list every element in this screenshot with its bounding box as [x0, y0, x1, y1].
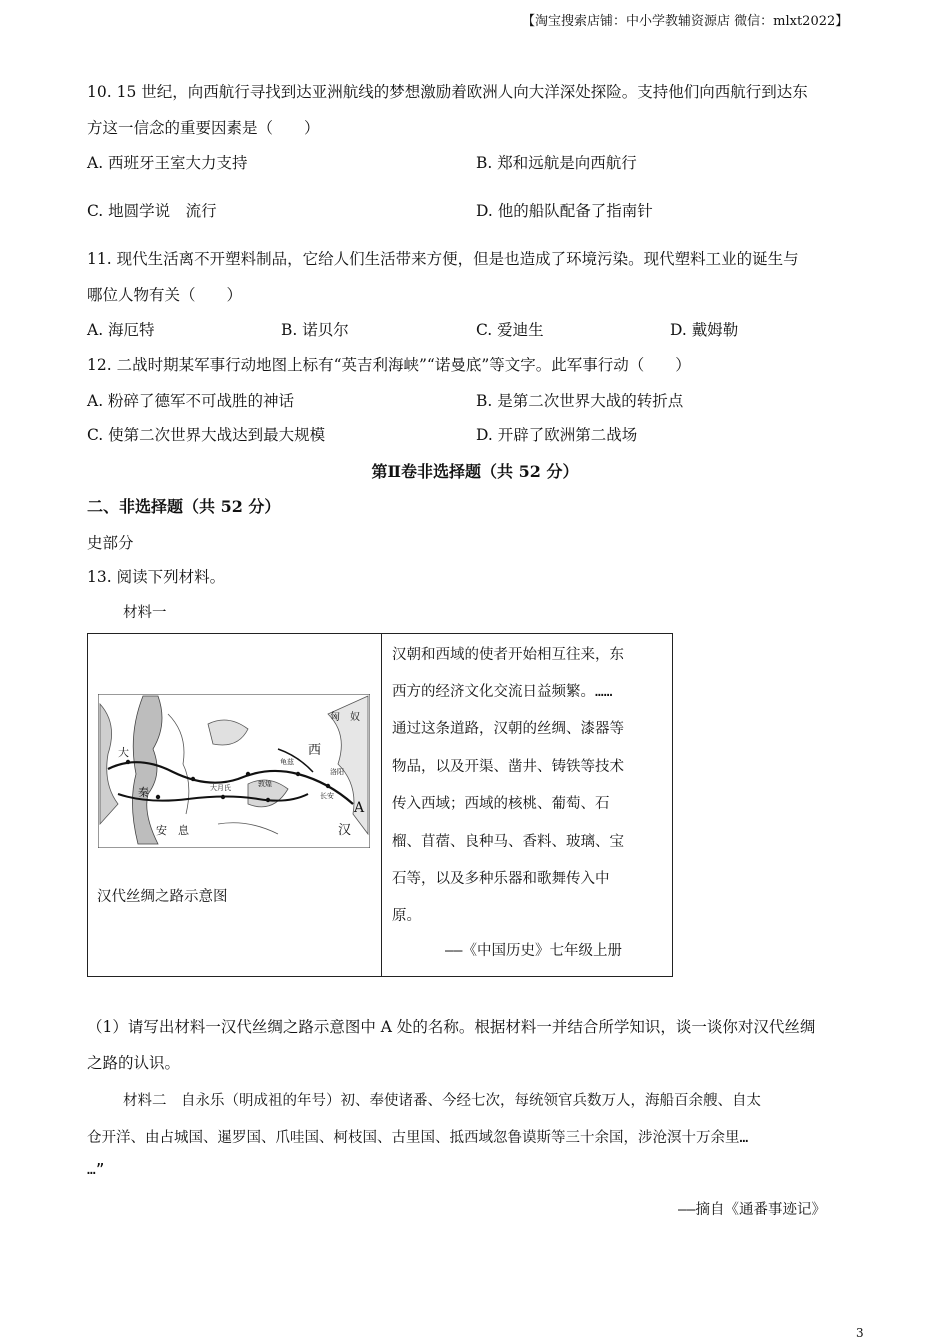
material1-line-6: 榴、苜蓿、良种马、香料、玻璃、宝	[392, 834, 624, 850]
q11-option-b: B. 诺贝尔	[281, 321, 349, 339]
map-label-changan: 长安	[320, 792, 334, 800]
material1-line-7: 石等，以及多种乐器和歌舞传入中	[392, 871, 610, 887]
map-label-qiuci: 龟兹	[280, 758, 294, 766]
material1-line-8: 原。	[392, 908, 421, 924]
map-label-dayuan: 大月氏	[210, 784, 231, 792]
material1-label: 材料一	[123, 605, 167, 621]
section-heading: 二、非选择题（共 52 分）	[87, 497, 281, 516]
section-title: 第Ⅱ卷非选择题（共 52 分）	[371, 462, 579, 481]
material1-source: ——《中国历史》七年级上册	[445, 943, 622, 959]
material1-line-2: 西方的经济文化交流日益频繁。……	[392, 684, 613, 700]
q11-option-a: A. 海厄特	[87, 321, 155, 339]
material2-line1: 材料二 自永乐（明成祖的年号）初、奉使诸番、今经七次，每统领官兵数万人，海船百余艘、自太	[123, 1093, 761, 1109]
material1-line-1: 汉朝和西域的使者开始相互往来，东	[392, 647, 624, 663]
map-label-da: 大	[118, 746, 129, 759]
q13-1-line1: （1）请写出材料一汉代丝绸之路示意图中 A 处的名称。根据材料一并结合所学知识，谈一谈你对汉代丝绸	[87, 1018, 816, 1036]
material1-divider	[381, 633, 382, 977]
map-label-luoyang: 洛阳	[330, 768, 344, 776]
q10-option-b: B. 郑和远航是向西航行	[476, 154, 637, 172]
q13-1-line2: 之路的认识。	[87, 1054, 181, 1072]
silk-road-map	[98, 694, 370, 848]
page-number: 3	[856, 1326, 864, 1340]
map-label-a: A	[354, 800, 365, 816]
map-label-anxi: 安 息	[156, 824, 189, 837]
header-banner: 【淘宝搜索店铺：中小学教辅资源店 微信：mlxt2022】	[522, 14, 849, 29]
q12-stem: 12. 二战时期某军事行动地图上标有“英吉利海峡”“诺曼底”等文字。此军事行动（ ）	[87, 356, 691, 374]
material2-line3: …”	[87, 1162, 105, 1178]
q10-option-c: C. 地圆学说 流行	[87, 202, 217, 220]
material1-line-5: 传入西域；西域的核桃、葡萄、石	[392, 796, 610, 812]
q10-stem-line1: 10. 15 世纪，向西航行寻找到达亚洲航线的梦想激励着欧洲人向大洋深处探险。支持他们向西航行到达东	[87, 83, 808, 101]
material1-line-3: 通过这条道路，汉朝的丝绸、漆器等	[392, 721, 624, 737]
material1-line-4: 物品，以及开渠、凿井、铸铁等技术	[392, 759, 624, 775]
map-label-xiong: 匈	[330, 712, 340, 723]
q13-stem: 13. 阅读下列材料。	[87, 568, 226, 586]
material2-line2: 仓开洋、由占城国、暹罗国、爪哇国、柯枝国、古里国、抵西域忽鲁谟斯等三十余国，涉沧溟十万余里…	[87, 1130, 749, 1146]
map-label-dunhuang: 敦煌	[258, 780, 272, 788]
part-label: 史部分	[87, 534, 134, 552]
q12-option-b: B. 是第二次世界大战的转折点	[476, 392, 684, 410]
map-label-han: 汉	[338, 823, 352, 838]
map-label-qin: 秦	[138, 786, 149, 799]
material2-source: ——摘自《通番事迹记》	[678, 1202, 826, 1218]
map-label-xi: 西	[308, 743, 322, 758]
q10-option-d: D. 他的船队配备了指南针	[476, 202, 653, 220]
q12-option-c: C. 使第二次世界大战达到最大规模	[87, 426, 326, 444]
q11-option-d: D. 戴姆勒	[670, 321, 739, 339]
q12-option-a: A. 粉碎了德军不可战胜的神话	[87, 392, 295, 410]
q10-stem-line2: 方这一信念的重要因素是（ ）	[87, 119, 320, 137]
q11-option-c: C. 爱迪生	[476, 321, 544, 339]
q10-option-a: A. 西班牙王室大力支持	[87, 154, 248, 172]
map-caption: 汉代丝绸之路示意图	[97, 889, 228, 905]
q12-option-d: D. 开辟了欧洲第二战场	[476, 426, 638, 444]
q11-stem-line1: 11. 现代生活离不开塑料制品，它给人们生活带来方便，但是也造成了环境污染。现代塑料工业的诞生与	[87, 250, 799, 268]
q11-stem-line2: 哪位人物有关（ ）	[87, 286, 243, 304]
map-label-nu: 奴	[350, 712, 360, 723]
